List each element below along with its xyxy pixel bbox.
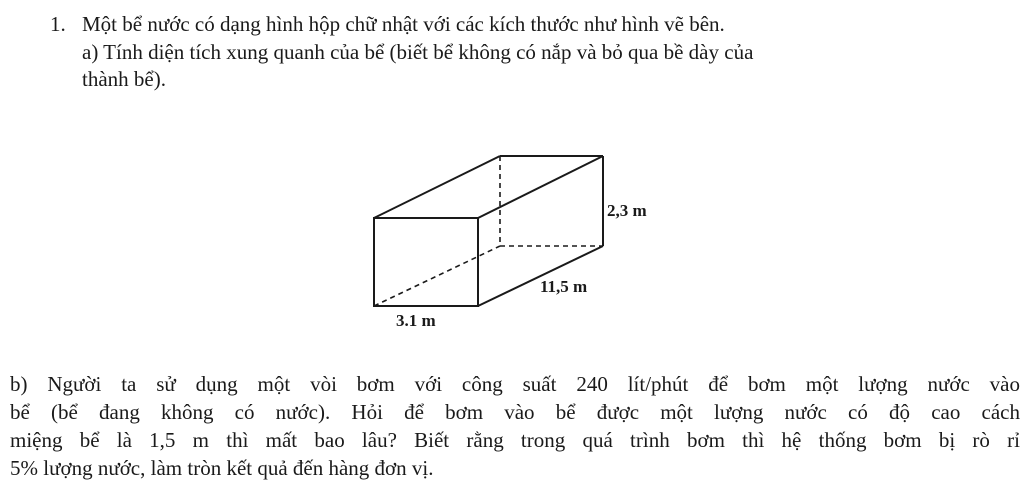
front-face	[374, 218, 478, 306]
part-a-line-2: thành bể).	[82, 67, 166, 91]
part-b-line-4: 5% lượng nước, làm tròn kết quả đến hàng đơn vị.	[10, 456, 434, 480]
part-b-line-3: miệng bể là 1,5 m thì mất bao lâu? Biết rằng trong quá trình bơm thì hệ thống bơm bị rò rỉ	[10, 428, 1020, 452]
part-b-line-1: b) Người ta sử dụng một vòi bơm với công suất 240 lít/phút để bơm một lượng nước vào	[10, 372, 1020, 396]
bottom-right-edge	[478, 246, 603, 306]
part-a-line-1: a) Tính diện tích xung quanh của bể (biết bể không có nắp và bỏ qua bề dày của	[82, 40, 754, 64]
question-number: 1.	[50, 12, 66, 36]
top-left-edge	[374, 156, 500, 218]
length-label: 11,5 m	[540, 277, 588, 296]
tank-figure	[360, 140, 680, 340]
height-label: 2,3 m	[607, 201, 647, 220]
width-label: 3.1 m	[396, 311, 436, 330]
hidden-bottom-left-edge	[374, 246, 500, 306]
top-right-edge	[478, 156, 603, 218]
problem-intro: Một bể nước có dạng hình hộp chữ nhật với các kích thước như hình vẽ bên.	[82, 12, 725, 36]
part-b-line-2: bể (bể đang không có nước). Hỏi để bơm vào bể được một lượng nước có độ cao cách	[10, 400, 1020, 424]
